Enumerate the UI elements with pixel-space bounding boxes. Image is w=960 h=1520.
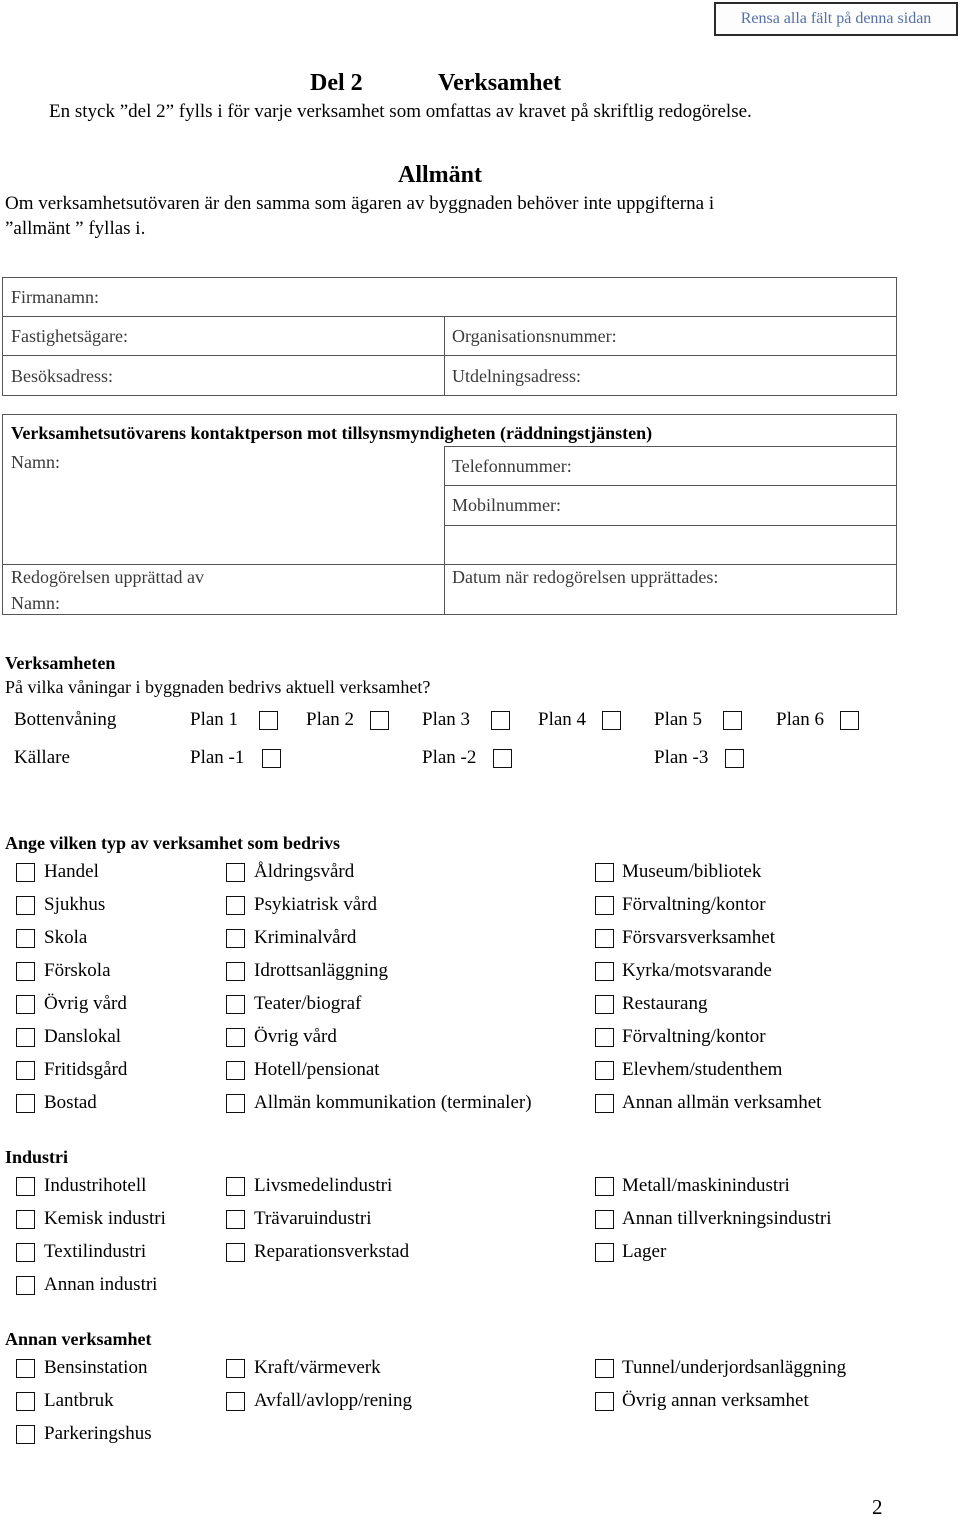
activity-label: Övrig vård	[254, 1026, 337, 1047]
besoksadress-field[interactable]: Besöksadress:	[11, 366, 113, 386]
fastighetsagare-field[interactable]: Fastighetsägare:	[11, 326, 128, 346]
contact-heading: Verksamhetsutövarens kontaktperson mot tillsynsmyndigheten (räddningstjänsten)	[11, 423, 653, 443]
floor-checkbox[interactable]	[370, 711, 389, 730]
divider	[2, 564, 897, 565]
floor-label: Plan 6	[776, 709, 825, 730]
activity-label: Hotell/pensionat	[254, 1059, 380, 1080]
activity-checkbox[interactable]	[595, 1061, 614, 1080]
activity-label: Handel	[44, 861, 99, 882]
activity-checkbox[interactable]	[226, 1094, 245, 1113]
contact-namn-field[interactable]: Namn:	[11, 452, 60, 472]
activity-label: Bostad	[44, 1092, 97, 1113]
floor-checkbox[interactable]	[259, 711, 278, 730]
intro-text: En styck ”del 2” fylls i för varje verksamhet som omfattas av kravet på skriftlig redogörelse.	[49, 101, 752, 122]
activity-label: Kyrka/motsvarande	[622, 960, 772, 981]
activity-label: Kriminalvård	[254, 927, 357, 948]
floor-label: Plan 1	[190, 709, 239, 730]
divider	[444, 525, 897, 526]
activity-label: Förskola	[44, 960, 111, 981]
telefonnummer-field[interactable]: Telefonnummer:	[452, 456, 572, 476]
industry-label: Reparationsverkstad	[254, 1241, 410, 1262]
floor-label: Bottenvåning	[14, 709, 117, 730]
industry-label: Textilindustri	[44, 1241, 147, 1262]
activity-checkbox[interactable]	[16, 962, 35, 981]
activity-label: Försvarsverksamhet	[622, 927, 776, 948]
industry-label: Annan industri	[44, 1274, 158, 1295]
floor-checkbox[interactable]	[491, 711, 510, 730]
mobilnummer-field[interactable]: Mobilnummer:	[452, 495, 561, 515]
divider	[2, 355, 897, 356]
industry-label: Livsmedelindustri	[254, 1175, 393, 1196]
industry-checkbox[interactable]	[595, 1210, 614, 1229]
floor-label: Plan 5	[654, 709, 703, 730]
floor-label: Plan -1	[190, 747, 245, 768]
upprattad-namn-field[interactable]: Namn:	[11, 593, 60, 613]
other-activity-label: Kraft/värmeverk	[254, 1357, 381, 1378]
industry-checkbox[interactable]	[16, 1243, 35, 1262]
activity-checkbox[interactable]	[16, 863, 35, 882]
activity-checkbox[interactable]	[595, 863, 614, 882]
utdelningsadress-field[interactable]: Utdelningsadress:	[452, 366, 581, 386]
floor-checkbox[interactable]	[723, 711, 742, 730]
activity-label: Museum/bibliotek	[622, 861, 762, 882]
industry-label: Trävaruindustri	[254, 1208, 372, 1229]
activity-label: Danslokal	[44, 1026, 122, 1047]
activity-checkbox[interactable]	[595, 896, 614, 915]
activity-label: Förvaltning/kontor	[622, 1026, 766, 1047]
verksamheten-title: Verksamheten	[5, 653, 116, 673]
floor-checkbox[interactable]	[725, 749, 744, 768]
other-activity-checkbox[interactable]	[16, 1425, 35, 1444]
part-title: Verksamhet	[438, 70, 562, 96]
upprattad-av-label: Redogörelsen upprättad av	[11, 567, 204, 587]
activity-label: Allmän kommunikation (terminaler)	[254, 1092, 532, 1113]
floor-label: Källare	[14, 747, 70, 768]
industry-checkbox[interactable]	[16, 1276, 35, 1295]
activity-checkbox[interactable]	[16, 929, 35, 948]
divider	[2, 316, 897, 317]
activity-label: Elevhem/studenthem	[622, 1059, 783, 1080]
activity-checkbox[interactable]	[226, 1028, 245, 1047]
allmant-text-line2: ”allmänt ” fyllas i.	[5, 218, 146, 239]
industry-checkbox[interactable]	[226, 1210, 245, 1229]
floor-checkbox[interactable]	[602, 711, 621, 730]
activity-type-title: Ange vilken typ av verksamhet som bedrivs	[5, 833, 341, 853]
datum-field[interactable]: Datum när redogörelsen upprättades:	[452, 567, 719, 587]
floor-label: Plan 2	[306, 709, 355, 730]
industry-label: Metall/maskinindustri	[622, 1175, 790, 1196]
activity-label: Övrig vård	[44, 993, 127, 1014]
activity-checkbox[interactable]	[226, 995, 245, 1014]
activity-checkbox[interactable]	[226, 962, 245, 981]
activity-checkbox[interactable]	[16, 995, 35, 1014]
floor-label: Plan -3	[654, 747, 709, 768]
activity-checkbox[interactable]	[16, 1028, 35, 1047]
other-activity-checkbox[interactable]	[595, 1392, 614, 1411]
activity-checkbox[interactable]	[16, 1061, 35, 1080]
industry-checkbox[interactable]	[595, 1177, 614, 1196]
industry-label: Lager	[622, 1241, 667, 1262]
divider	[444, 316, 445, 396]
activity-label: Fritidsgård	[44, 1059, 128, 1080]
allmant-text-line1: Om verksamhetsutövaren är den samma som ägaren av byggnaden behöver inte uppgifterna i	[5, 193, 715, 214]
activity-checkbox[interactable]	[226, 1061, 245, 1080]
activity-checkbox[interactable]	[595, 962, 614, 981]
other-activity-label: Bensinstation	[44, 1357, 148, 1378]
activity-checkbox[interactable]	[595, 1094, 614, 1113]
activity-label: Sjukhus	[44, 894, 106, 915]
page-number: 2	[872, 1495, 883, 1519]
activity-checkbox[interactable]	[595, 995, 614, 1014]
other-activity-label: Avfall/avlopp/rening	[254, 1390, 412, 1411]
floor-checkbox[interactable]	[262, 749, 281, 768]
activity-label: Teater/biograf	[254, 993, 362, 1014]
activity-label: Psykiatrisk vård	[254, 894, 377, 915]
floors-question: På vilka våningar i byggnaden bedrivs aktuell verksamhet?	[5, 677, 431, 697]
industry-label: Kemisk industri	[44, 1208, 166, 1229]
other-activity-label: Parkeringshus	[44, 1423, 152, 1444]
company-info-form	[2, 277, 897, 396]
part-number: Del 2	[310, 70, 363, 96]
activity-checkbox[interactable]	[226, 863, 245, 882]
activity-checkbox[interactable]	[16, 1094, 35, 1113]
activity-checkbox[interactable]	[226, 929, 245, 948]
industry-checkbox[interactable]	[16, 1177, 35, 1196]
floor-checkbox[interactable]	[493, 749, 512, 768]
activity-label: Idrottsanläggning	[254, 960, 389, 981]
activity-label: Restaurang	[622, 993, 708, 1014]
activity-checkbox[interactable]	[595, 929, 614, 948]
divider	[444, 485, 897, 486]
other-activity-checkbox[interactable]	[595, 1359, 614, 1378]
divider	[444, 446, 897, 447]
activity-checkbox[interactable]	[226, 896, 245, 915]
organisationsnummer-field[interactable]: Organisationsnummer:	[452, 326, 617, 346]
other-activity-label: Lantbruk	[44, 1390, 114, 1411]
activity-label: Skola	[44, 927, 88, 948]
industry-checkbox[interactable]	[226, 1177, 245, 1196]
clear-all-fields-button[interactable]: Rensa alla fält på denna sidan	[714, 2, 958, 36]
other-activity-checkbox[interactable]	[226, 1359, 245, 1378]
industry-checkbox[interactable]	[16, 1210, 35, 1229]
industri-title: Industri	[5, 1147, 69, 1167]
activity-label: Åldringsvård	[254, 861, 355, 882]
floor-label: Plan 3	[422, 709, 471, 730]
floor-label: Plan 4	[538, 709, 587, 730]
other-activity-checkbox[interactable]	[226, 1392, 245, 1411]
floor-label: Plan -2	[422, 747, 477, 768]
activity-checkbox[interactable]	[16, 896, 35, 915]
industry-checkbox[interactable]	[226, 1243, 245, 1262]
other-activity-label: Övrig annan verksamhet	[622, 1390, 809, 1411]
activity-label: Förvaltning/kontor	[622, 894, 766, 915]
floor-checkbox[interactable]	[840, 711, 859, 730]
annan-verksamhet-title: Annan verksamhet	[5, 1329, 152, 1349]
industry-label: Annan tillverkningsindustri	[622, 1208, 832, 1229]
other-activity-checkbox[interactable]	[16, 1392, 35, 1411]
firmanamn-field[interactable]: Firmanamn:	[11, 287, 99, 307]
activity-label: Annan allmän verksamhet	[622, 1092, 822, 1113]
other-activity-label: Tunnel/underjordsanläggning	[622, 1357, 847, 1378]
other-activity-checkbox[interactable]	[16, 1359, 35, 1378]
allmant-title: Allmänt	[398, 162, 482, 188]
activity-checkbox[interactable]	[595, 1028, 614, 1047]
industry-label: Industrihotell	[44, 1175, 147, 1196]
divider	[444, 446, 445, 615]
industry-checkbox[interactable]	[595, 1243, 614, 1262]
